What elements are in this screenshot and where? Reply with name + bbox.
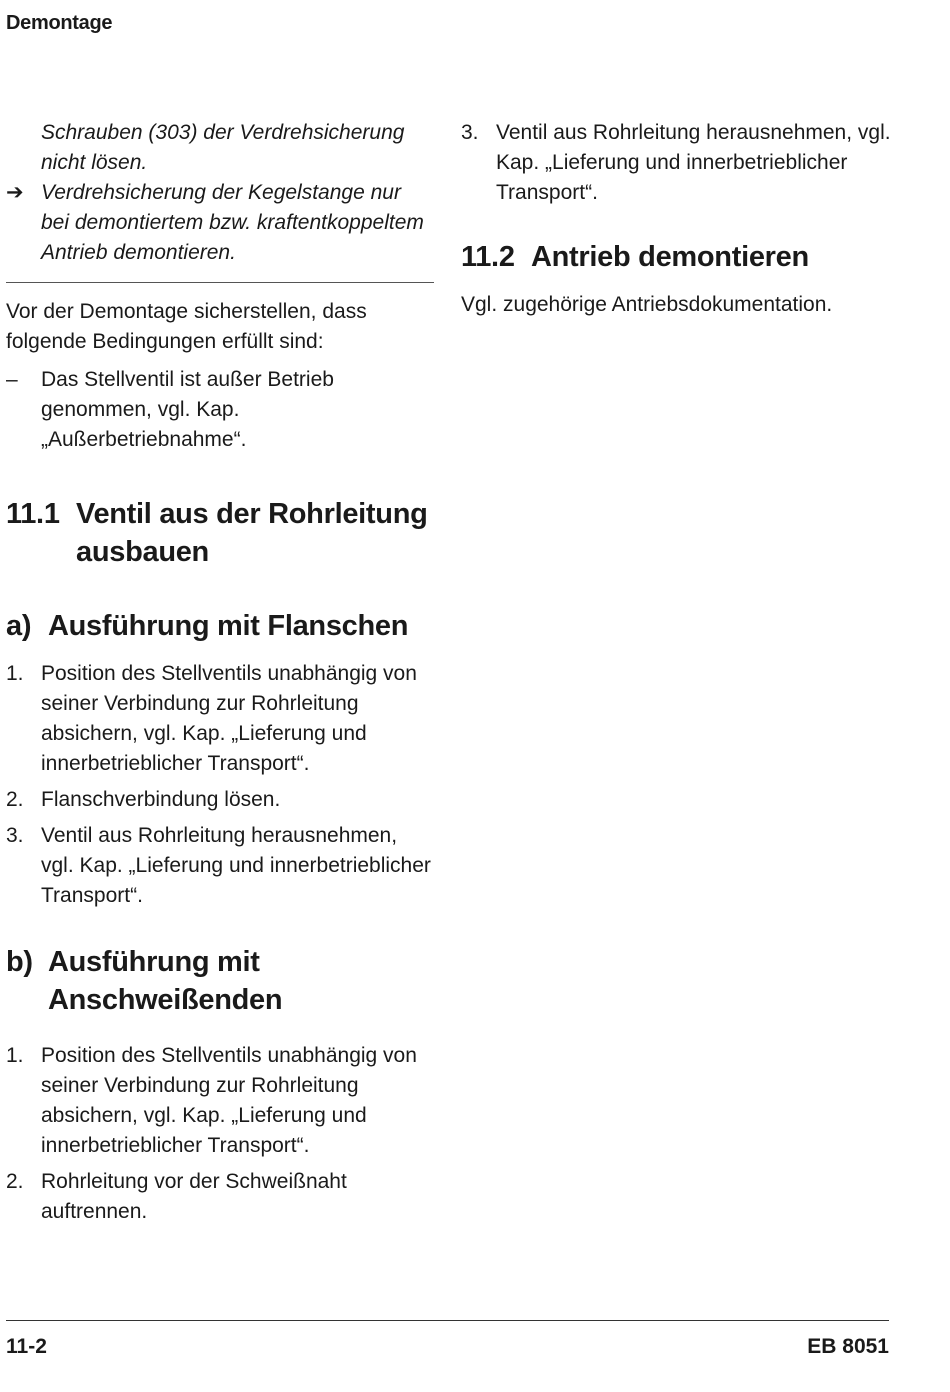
step-number: 3.: [6, 824, 24, 847]
arrow-instruction-text: Verdrehsicherung der Kegelstange nur bei demontiertem bzw. kraftentkoppeltem Antrieb demontieren.: [41, 181, 424, 264]
dash-bullet: –: [6, 368, 18, 391]
list-item: [6, 785, 434, 815]
condition-item: [6, 365, 434, 455]
arrow-instruction: [6, 178, 434, 268]
step-text: Ventil aus Rohrleitung herausnehmen, vgl. Kap. „Lieferung und innerbetrieblicher Transport“.: [496, 121, 891, 204]
section-number: 11.1: [6, 498, 60, 530]
step-number: 2.: [6, 788, 24, 811]
running-header: Demontage: [6, 12, 113, 34]
step-text: Ventil aus Rohrleitung herausnehmen, vgl. Kap. „Lieferung und innerbetrieblicher Transport“.: [41, 824, 431, 907]
step-number: 3.: [461, 121, 479, 144]
subsection-title: Ausführung mit Flanschen: [48, 610, 409, 642]
condition-text: Das Stellventil ist außer Betrieb genommen, vgl. Kap. „Außerbetriebnahme“.: [41, 368, 334, 451]
arrow-right-icon: ➔: [6, 181, 24, 204]
list-item: [6, 821, 434, 911]
steps-list-b: [6, 1041, 434, 1227]
step-number: 1.: [6, 662, 24, 685]
note-line-2: nicht lösen.: [41, 151, 148, 174]
list-item: [6, 659, 434, 779]
subsection-letter: a): [6, 610, 32, 642]
note-divider: [6, 282, 434, 283]
step-number: 1.: [6, 1044, 24, 1067]
step-number: 2.: [6, 1170, 24, 1193]
step-text: Flanschverbindung lösen.: [41, 788, 281, 811]
list-item: [6, 1041, 434, 1161]
subsection-letter: b): [6, 946, 33, 978]
section-heading-11-2: [461, 238, 891, 276]
page-number: 11-2: [6, 1335, 47, 1358]
right-column: [461, 118, 891, 320]
intro-paragraph: Vor der Demontage sicherstellen, dass folgende Bedingungen erfüllt sind:: [6, 300, 367, 353]
step-text: Position des Stellventils unabhängig von seiner Verbindung zur Rohrleitung absichern, vgl. Kap. „Lieferung und innerbetrieblicher Transport“.: [41, 662, 417, 775]
note-line-1: Schrauben (303) der Verdrehsicherung: [41, 121, 405, 144]
step-text: Position des Stellventils unabhängig von seiner Verbindung zur Rohrleitung absichern, vgl. Kap. „Lieferung und innerbetrieblicher Transport“.: [41, 1044, 417, 1157]
left-column: [6, 118, 434, 1227]
document-id: EB 8051: [807, 1335, 889, 1358]
steps-list-a: [6, 659, 434, 911]
subsection-title: Ausführung mit Anschweißenden: [48, 946, 283, 1016]
section-title: Antrieb demontieren: [531, 241, 809, 273]
list-item: [6, 1167, 434, 1227]
step-text: Rohrleitung vor der Schweißnaht auftrennen.: [41, 1170, 347, 1223]
subsection-heading-a: [6, 607, 434, 645]
reference-paragraph: Vgl. zugehörige Antriebsdokumentation.: [461, 293, 833, 316]
subsection-heading-b: [6, 943, 434, 1019]
list-item: [461, 118, 891, 208]
section-title: Ventil aus der Rohrleitung ausbauen: [76, 498, 428, 568]
footer-rule: [6, 1320, 889, 1321]
section-heading-11-1: [6, 495, 434, 571]
section-number: 11.2: [461, 241, 515, 273]
